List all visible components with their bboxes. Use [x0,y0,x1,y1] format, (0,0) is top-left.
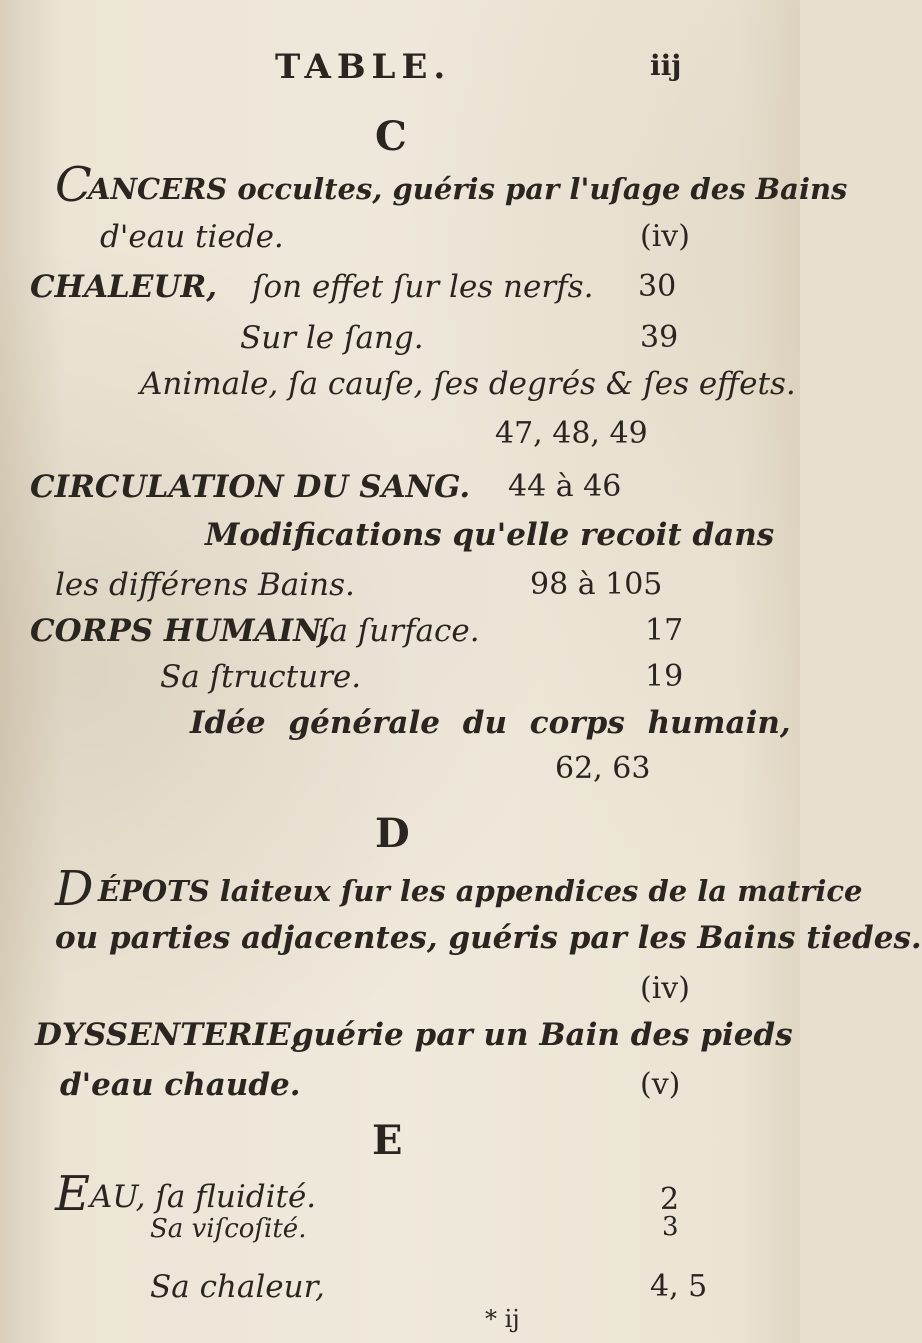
entry-sang-ref: 39 [640,320,679,355]
dropcap-d: D [55,861,94,917]
entry-modifications-line2: les différens Bains. [55,567,355,603]
entry-dyssenterie-heading: DYSSENTERIE, [35,1017,302,1053]
section-letter-c: C [375,113,407,160]
entry-modifications-line1: Modifications qu'elle recoit dans [205,517,775,553]
entry-cancers-ref: (iv) [640,219,690,254]
entry-chaleur-eau-text: Sa chaleur, [150,1269,325,1305]
entry-circulation-ref: 44 à 46 [508,469,622,504]
entry-eau-ref: 2 [660,1182,680,1217]
page-number: iij [650,49,682,82]
entry-dyssenterie-text: guérie par un Bain des pieds [292,1017,793,1053]
entry-circulation-heading: CIRCULATION DU SANG. [30,469,471,505]
entry-chaleur-eau-ref: 4, 5 [650,1269,708,1304]
entry-corps-text: ſa ſurface. [318,613,480,649]
entry-animale-text: Animale, ſa cauſe, ſes degrés & ſes effets. [140,366,796,402]
entry-dyssenterie-ref: (v) [640,1067,681,1102]
entry-depots-ref: (iv) [640,971,690,1006]
entry-structure-ref: 19 [645,659,684,694]
signature-mark: * ij [485,1305,520,1333]
entry-cancers-line1: ANCERS occultes, guéris par l'uſage des Bains [88,172,848,206]
entry-chaleur-heading: CHALEUR, [30,269,218,305]
dropcap-e: E [55,1166,91,1222]
entry-sang-text: Sur le ſang. [240,320,424,356]
entry-viscosite-ref: 3 [662,1212,679,1242]
entry-chaleur-ref: 30 [638,269,677,304]
entry-depots-line1: ÉPOTS laiteux ſur les appendices de la matrice [98,874,863,908]
entry-depots-line2: ou parties adjacentes, guéris par les Bains tiedes. [55,920,922,956]
entry-dyssenterie-line2: d'eau chaude. [60,1067,301,1103]
entry-viscosite-text: Sa viſcoſité. [150,1214,307,1244]
entry-animale-ref: 47, 48, 49 [495,416,648,451]
page-title: TABLE. [275,47,452,87]
dropcap-c: C [55,157,92,213]
entry-idee-line1: Idée générale du corps humain, [190,705,791,741]
section-letter-e: E [372,1117,403,1164]
entry-corps-heading: CORPS HUMAIN, [30,613,331,649]
entry-eau-line1: AU, ſa fluidité. [90,1179,317,1215]
entry-corps-ref: 17 [645,613,684,648]
entry-idee-ref: 62, 63 [555,751,651,786]
entry-modifications-ref: 98 à 105 [530,567,663,602]
entry-chaleur-text: ſon effet ſur les nerfs. [252,269,594,305]
section-letter-d: D [375,810,410,857]
entry-cancers-line2: d'eau tiede. [100,219,284,255]
entry-structure-text: Sa ſtructure. [160,659,362,695]
